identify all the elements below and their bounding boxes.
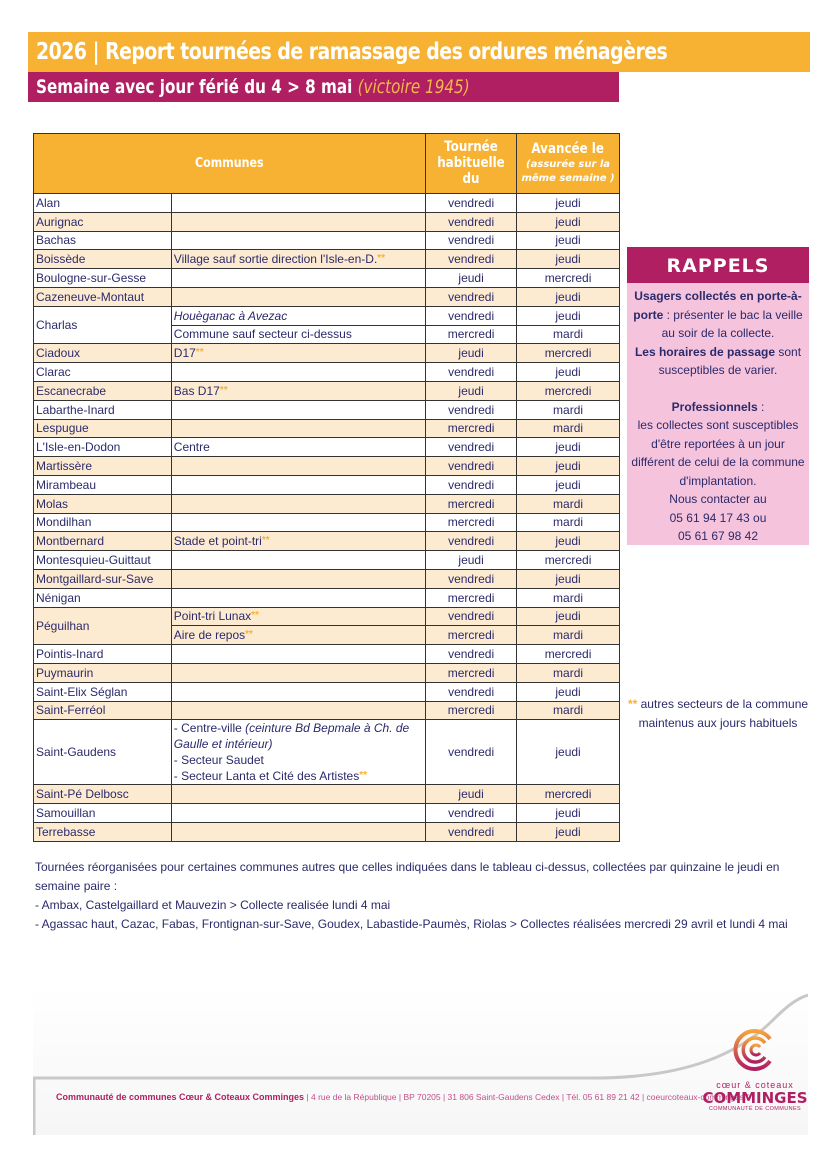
- cell-commune: Saint-Gaudens: [34, 720, 172, 785]
- cell-advanced-day: jeudi: [517, 720, 620, 785]
- reminder-schedule: [631, 343, 805, 380]
- stars-marker: **: [261, 535, 270, 547]
- cell-advanced-day: mercredi: [517, 269, 620, 288]
- cell-commune: Montgaillard-sur-Save: [34, 569, 172, 588]
- cell-secteur: [171, 532, 425, 551]
- cell-commune: Boulogne-sur-Gesse: [34, 269, 172, 288]
- contact-phone-2: 05 61 67 98 42: [677, 529, 759, 543]
- cell-secteur: [171, 785, 425, 804]
- table-row: [34, 513, 620, 532]
- reminder-door-to-door-text: : présenter le bac la veille au soir de la collecte.: [661, 307, 803, 340]
- reminder-door-to-door: [631, 287, 805, 343]
- cell-secteur: [171, 682, 425, 701]
- cell-secteur: [171, 607, 425, 626]
- cell-secteur: [171, 494, 425, 513]
- reminder-professionals-text: les collectes sont susceptibles d'être reportées à un jour différent de celui de la commune d'implantation.: [631, 418, 805, 488]
- cell-commune: Lespugue: [34, 419, 172, 438]
- table-row: [34, 532, 620, 551]
- logo-line-3: COMMUNAUTÉ DE COMMUNES: [708, 1106, 802, 1112]
- cell-secteur: [171, 306, 425, 325]
- reminder-schedule-bold: Les horaires de passage: [634, 344, 776, 359]
- cell-secteur: [171, 626, 425, 645]
- secteur-text: Village sauf sortie direction l'Isle-en-D.: [173, 252, 378, 267]
- cell-advanced-day: jeudi: [517, 532, 620, 551]
- title-text: 2026 | Report tournées de ramassage des ordures ménagères: [36, 39, 668, 65]
- cell-commune: Pointis-Inard: [34, 645, 172, 664]
- logo-spiral-icon: [730, 1025, 780, 1075]
- secteur-text: - Centre-ville: [173, 721, 246, 736]
- cell-commune: L'Isle-en-Dodon: [34, 438, 172, 457]
- cell-advanced-day: jeudi: [517, 306, 620, 325]
- stars-marker: **: [377, 253, 386, 265]
- notes-line-1: - Ambax, Castelgaillard et Mauvezin > Collecte realisée lundi 4 mai: [35, 898, 391, 912]
- cell-secteur: [171, 720, 425, 785]
- secteur-text-italic: (ceinture Bd Bepmale à Ch. de Gaulle et intérieur): [173, 721, 410, 752]
- table-row: [34, 645, 620, 664]
- cell-usual-day: vendredi: [426, 306, 517, 325]
- cell-advanced-day: mercredi: [517, 551, 620, 570]
- cell-commune: Labarthe-Inard: [34, 400, 172, 419]
- subtitle-text: Semaine avec jour férié du 4 > 8 mai: [36, 76, 358, 98]
- table-row: [34, 231, 620, 250]
- cell-usual-day: vendredi: [426, 645, 517, 664]
- cell-usual-day: vendredi: [426, 438, 517, 457]
- cell-usual-day: jeudi: [426, 785, 517, 804]
- cell-commune: Ciadoux: [34, 344, 172, 363]
- cell-usual-day: vendredi: [426, 212, 517, 231]
- cell-secteur: [171, 457, 425, 476]
- table-row: [34, 287, 620, 306]
- footer-curve-decoration: [33, 990, 808, 1135]
- cell-secteur: [171, 344, 425, 363]
- cell-usual-day: vendredi: [426, 682, 517, 701]
- table-row: [34, 551, 620, 570]
- cell-secteur: [171, 325, 425, 344]
- cell-secteur: [171, 513, 425, 532]
- table-row: [34, 212, 620, 231]
- table-row: [34, 663, 620, 682]
- secteur-text: Stade et point-tri: [173, 534, 262, 549]
- cell-advanced-day: mardi: [517, 626, 620, 645]
- table-header-row: [34, 134, 620, 194]
- cell-advanced-day: jeudi: [517, 569, 620, 588]
- cell-commune: Terrebasse: [34, 822, 172, 841]
- cell-advanced-day: jeudi: [517, 804, 620, 823]
- secteur-text: Centre: [173, 440, 210, 455]
- cell-commune: Nénigan: [34, 588, 172, 607]
- stars-marker: **: [195, 347, 204, 359]
- cell-commune: Boissède: [34, 250, 172, 269]
- stars-footnote-text: autres secteurs de la commune maintenus aux jours habituels: [637, 697, 809, 730]
- contact-label: Nous contacter au: [669, 492, 767, 506]
- secteur-text: Bas D17: [173, 383, 220, 398]
- cell-commune: Puymaurin: [34, 663, 172, 682]
- cell-usual-day: mercredi: [426, 513, 517, 532]
- reminder-professionals-colon: :: [757, 399, 765, 414]
- secteur-line: [174, 720, 423, 752]
- organization-logo: [702, 1025, 808, 1112]
- stars-marker: **: [359, 770, 368, 782]
- cell-secteur: [171, 569, 425, 588]
- stars-marker: **: [251, 610, 259, 622]
- table-row: [34, 438, 620, 457]
- table-row: [34, 400, 620, 419]
- table-row: [34, 344, 620, 363]
- cell-usual-day: vendredi: [426, 532, 517, 551]
- cell-usual-day: vendredi: [426, 804, 517, 823]
- cell-secteur: [171, 194, 425, 213]
- table-row: [34, 569, 620, 588]
- cell-commune: Martissère: [34, 457, 172, 476]
- table-row: [34, 588, 620, 607]
- table-row: [34, 363, 620, 382]
- cell-commune: Saint-Ferréol: [34, 701, 172, 720]
- cell-usual-day: jeudi: [426, 381, 517, 400]
- cell-commune: Charlas: [34, 306, 172, 344]
- cell-advanced-day: jeudi: [517, 212, 620, 231]
- table-row: [34, 457, 620, 476]
- table-row: [34, 194, 620, 213]
- table-row: [34, 804, 620, 823]
- cell-secteur: [171, 475, 425, 494]
- table-row: [34, 607, 620, 626]
- notes-line-2: - Agassac haut, Cazac, Fabas, Frontignan-sur-Save, Goudex, Labastide-Paumès, Riolas > Collectes réalisées mercredi 29 avril et lundi 4 mai: [35, 917, 788, 931]
- cell-secteur: [171, 645, 425, 664]
- cell-secteur: [171, 663, 425, 682]
- cell-commune: Saint-Elix Séglan: [34, 682, 172, 701]
- cell-commune: Cazeneuve-Montaut: [34, 287, 172, 306]
- cell-advanced-day: mercredi: [517, 785, 620, 804]
- table-row: [34, 475, 620, 494]
- secteur-text: D17: [173, 346, 196, 361]
- footer-org-name: Communauté de communes Cœur & Coteaux Comminges: [56, 1092, 305, 1102]
- table-row: [34, 682, 620, 701]
- cell-advanced-day: jeudi: [517, 457, 620, 476]
- cell-advanced-day: jeudi: [517, 475, 620, 494]
- reminder-professionals-bold: Professionnels: [671, 399, 758, 414]
- cell-usual-day: jeudi: [426, 551, 517, 570]
- cell-secteur: [171, 551, 425, 570]
- cell-secteur: [171, 381, 425, 400]
- secteur-line: - Secteur Saudet: [173, 753, 264, 768]
- cell-usual-day: mercredi: [426, 701, 517, 720]
- cell-commune: Saint-Pé Delbosc: [34, 785, 172, 804]
- cell-secteur: [171, 804, 425, 823]
- cell-usual-day: jeudi: [426, 344, 517, 363]
- cell-usual-day: mercredi: [426, 325, 517, 344]
- cell-advanced-day: mardi: [517, 325, 620, 344]
- secteur-text: Point-tri Lunax: [173, 609, 252, 624]
- cell-usual-day: mercredi: [426, 663, 517, 682]
- table-row: [34, 785, 620, 804]
- cell-advanced-day: mercredi: [517, 645, 620, 664]
- cell-advanced-day: jeudi: [517, 194, 620, 213]
- cell-advanced-day: mardi: [517, 400, 620, 419]
- cell-commune: Mondilhan: [34, 513, 172, 532]
- reminder-professionals-title: [631, 398, 805, 417]
- secteur-text: - Secteur Lanta et Cité des Artistes: [173, 769, 360, 784]
- reminders-box: [627, 247, 809, 545]
- cell-secteur: [171, 588, 425, 607]
- cell-advanced-day: mercredi: [517, 344, 620, 363]
- reminder-schedule-text: sont susceptibles de varier.: [658, 344, 802, 377]
- cell-usual-day: vendredi: [426, 569, 517, 588]
- stars-marker: **: [627, 697, 638, 711]
- document-subtitle: [28, 72, 619, 102]
- cell-advanced-day: mardi: [517, 419, 620, 438]
- cell-usual-day: mercredi: [426, 626, 517, 645]
- cell-secteur: [171, 231, 425, 250]
- cell-commune: Aurignac: [34, 212, 172, 231]
- cell-commune: Alan: [34, 194, 172, 213]
- cell-secteur: [171, 400, 425, 419]
- logo-line-2: COMMINGES: [702, 1089, 808, 1107]
- header-advanced-label: Avancée le: [531, 141, 605, 157]
- cell-commune: Samouillan: [34, 804, 172, 823]
- cell-usual-day: vendredi: [426, 363, 517, 382]
- table-row: [34, 494, 620, 513]
- cell-commune: Clarac: [34, 363, 172, 382]
- table-row: [34, 269, 620, 288]
- table-row: [34, 701, 620, 720]
- cell-commune: Montesquieu-Guittaut: [34, 551, 172, 570]
- header-usual-label: Tournée habituelle du: [437, 139, 505, 187]
- contact-phone-1: 05 61 94 17 43 ou: [669, 510, 767, 525]
- cell-advanced-day: jeudi: [517, 231, 620, 250]
- cell-advanced-day: mardi: [517, 588, 620, 607]
- cell-commune: Escanecrabe: [34, 381, 172, 400]
- reorganized-rounds-notes: [35, 858, 810, 934]
- stars-marker: **: [219, 384, 228, 396]
- cell-secteur: [171, 269, 425, 288]
- stars-footnote: [627, 695, 809, 732]
- notes-intro: Tournées réorganisées pour certaines communes autres que celles indiquées dans le tableau ci-dessus, collectées par quinzaine le jeudi en semaine paire :: [35, 860, 780, 893]
- cell-usual-day: vendredi: [426, 287, 517, 306]
- cell-secteur: [171, 363, 425, 382]
- document-title: [28, 32, 810, 72]
- header-advanced-day: [517, 134, 620, 194]
- table-row: [34, 381, 620, 400]
- cell-usual-day: mercredi: [426, 419, 517, 438]
- cell-secteur: [171, 287, 425, 306]
- cell-commune: Bachas: [34, 231, 172, 250]
- cell-usual-day: vendredi: [426, 194, 517, 213]
- secteur-text: Houèganac à Avezac: [173, 308, 288, 323]
- subtitle-inner: [36, 72, 470, 102]
- subtitle-note: (victoire 1945): [357, 76, 470, 98]
- cell-commune: Molas: [34, 494, 172, 513]
- cell-usual-day: vendredi: [426, 822, 517, 841]
- header-advanced-note: (assurée sur la même semaine ): [521, 159, 615, 184]
- cell-advanced-day: mardi: [517, 513, 620, 532]
- table-row: [34, 419, 620, 438]
- reminder-door-to-door-bold: Usagers collectés en porte-à-porte: [633, 289, 802, 322]
- table-body: [34, 194, 620, 842]
- reminders-title: RAPPELS: [627, 247, 809, 283]
- cell-advanced-day: jeudi: [517, 363, 620, 382]
- cell-commune: Mirambeau: [34, 475, 172, 494]
- cell-secteur: [171, 419, 425, 438]
- cell-usual-day: vendredi: [426, 400, 517, 419]
- header-communes-label: Communes: [195, 155, 264, 171]
- cell-usual-day: mercredi: [426, 588, 517, 607]
- footer-address-text: | 4 rue de la République | BP 70205 | 31 806 Saint-Gaudens Cedex | Tél. 05 61 89 21 42 | coeurcoteaux-comminges.fr: [304, 1092, 752, 1102]
- secteur-text: Commune sauf secteur ci-dessus: [173, 327, 352, 342]
- cell-usual-day: vendredi: [426, 607, 517, 626]
- cell-advanced-day: mardi: [517, 663, 620, 682]
- cell-usual-day: vendredi: [426, 475, 517, 494]
- cell-usual-day: jeudi: [426, 269, 517, 288]
- secteur-text: Aire de repos: [173, 628, 246, 643]
- cell-advanced-day: jeudi: [517, 287, 620, 306]
- collection-schedule-table: [33, 133, 620, 842]
- cell-advanced-day: jeudi: [517, 822, 620, 841]
- logo-line-1: cœur & coteaux: [716, 1080, 794, 1090]
- cell-advanced-day: jeudi: [517, 607, 620, 626]
- footer-address: [56, 1092, 751, 1102]
- header-communes: [34, 134, 426, 194]
- cell-usual-day: mercredi: [426, 494, 517, 513]
- cell-advanced-day: jeudi: [517, 250, 620, 269]
- cell-secteur: [171, 212, 425, 231]
- secteur-line: [174, 768, 423, 784]
- cell-secteur: [171, 701, 425, 720]
- table-row: [34, 822, 620, 841]
- table-row: [34, 720, 620, 785]
- cell-secteur: [171, 250, 425, 269]
- stars-marker: **: [245, 629, 253, 641]
- cell-commune: Montbernard: [34, 532, 172, 551]
- cell-secteur: [171, 438, 425, 457]
- cell-advanced-day: jeudi: [517, 438, 620, 457]
- spacer: [631, 380, 805, 398]
- cell-secteur: [171, 822, 425, 841]
- cell-usual-day: vendredi: [426, 457, 517, 476]
- table-row: [34, 306, 620, 325]
- cell-commune: Péguilhan: [34, 607, 172, 645]
- cell-usual-day: vendredi: [426, 231, 517, 250]
- cell-advanced-day: mercredi: [517, 381, 620, 400]
- cell-usual-day: vendredi: [426, 720, 517, 785]
- cell-advanced-day: jeudi: [517, 682, 620, 701]
- cell-advanced-day: mardi: [517, 494, 620, 513]
- cell-advanced-day: mardi: [517, 701, 620, 720]
- table-row: [34, 250, 620, 269]
- reminders-body: [627, 283, 809, 550]
- header-usual-day: [426, 134, 517, 194]
- cell-usual-day: vendredi: [426, 250, 517, 269]
